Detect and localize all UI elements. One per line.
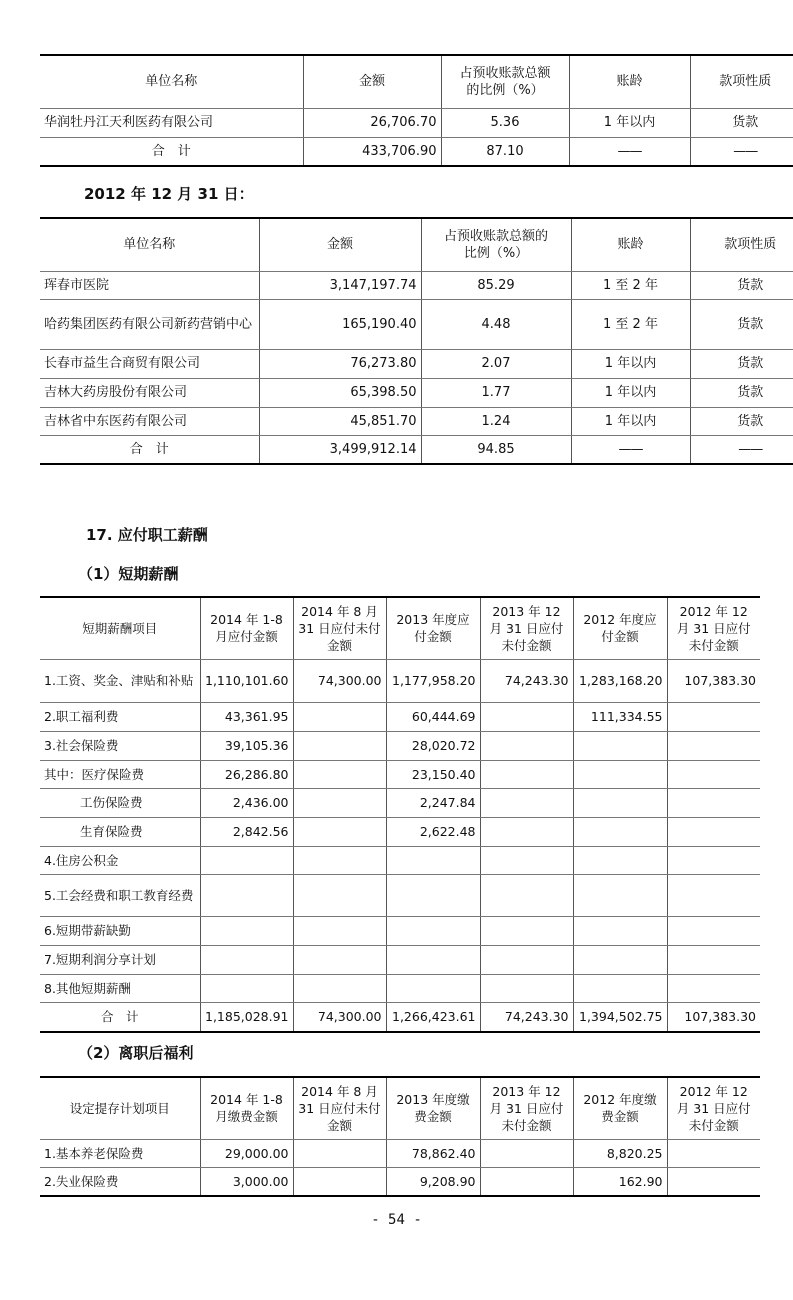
table-cell: —— [690,137,793,166]
table-cell [480,817,573,846]
table-cell: 1 年以内 [569,108,690,137]
col-header: 2014 年 1-8 月应付金额 [200,597,293,659]
col-header: 账龄 [571,218,690,271]
table-cell [573,916,667,945]
table-cell: 生育保险费 [40,817,200,846]
col-header: 款项性质 [690,55,793,108]
table-row [40,945,760,974]
total-label: 合 计 [40,137,303,166]
table-cell [573,731,667,760]
table-cell [480,945,573,974]
table-cell: 74,300.00 [293,1002,386,1032]
table-cell [386,846,480,874]
page-number: - 54 - [371,1212,422,1228]
table-cell [480,974,573,1002]
table-cell: 5.工会经费和职工教育经费 [40,874,200,916]
col-header: 2013 年 12 月 31 日应付未付金额 [480,597,573,659]
col-header: 单位名称 [40,55,303,108]
table-row [40,271,793,299]
table-cell: 1,185,028.91 [200,1002,293,1032]
table-cell: 1.77 [421,378,571,407]
table-cell: 哈药集团医药有限公司新药营销中心 [40,299,259,349]
table-cell: 26,706.70 [303,108,441,137]
table-cell [293,1139,386,1167]
table-cell [293,731,386,760]
table-row [40,760,760,788]
table-cell [667,1139,760,1167]
table-cell: 111,334.55 [573,702,667,731]
table-cell: 2.职工福利费 [40,702,200,731]
col-header: 2014 年 8 月 31 日应付未付金额 [293,597,386,659]
table-cell: 74,300.00 [293,659,386,702]
table-cell: 3,147,197.74 [259,271,421,299]
col-header: 单位名称 [40,218,259,271]
table-cell: 85.29 [421,271,571,299]
col-header: 占预收账款总额的 比例（%） [421,218,571,271]
table-cell: 23,150.40 [386,760,480,788]
table-cell [667,874,760,916]
table-row [40,659,760,702]
table-cell [293,817,386,846]
col-header: 2013 年 12 月 31 日应付未付金额 [480,1077,573,1139]
total-row [40,1002,760,1032]
table-cell [667,731,760,760]
subsection-title: （2）离职后福利 [78,1044,194,1062]
table-cell [386,945,480,974]
table-cell [480,788,573,817]
receivables-table-2012 [40,217,793,465]
table-cell [480,1139,573,1167]
table-cell: 1.24 [421,407,571,435]
col-header: 款项性质 [690,218,793,271]
table-cell [573,760,667,788]
table-cell [667,846,760,874]
table-cell [293,874,386,916]
table-cell [480,1167,573,1196]
table-cell [200,945,293,974]
table-cell: 4.48 [421,299,571,349]
table-cell: 货款 [690,349,793,378]
table-cell: 8,820.25 [573,1139,667,1167]
table-cell: 2.07 [421,349,571,378]
total-label: 合 计 [40,1002,200,1032]
table-cell: 货款 [690,299,793,349]
col-header: 金额 [259,218,421,271]
table-cell [573,974,667,1002]
table-cell: 2,436.00 [200,788,293,817]
post-employment-benefits-table [40,1076,760,1197]
table-cell [480,846,573,874]
table-cell: —— [571,435,690,464]
table-cell: 162.90 [573,1167,667,1196]
col-header: 金额 [303,55,441,108]
table-cell [200,916,293,945]
table-cell: 1 年以内 [571,407,690,435]
table-row [40,108,793,137]
table-cell: 65,398.50 [259,378,421,407]
table-cell: 3.社会保险费 [40,731,200,760]
table-cell: 107,383.30 [667,1002,760,1032]
table-cell [480,874,573,916]
table-cell [573,788,667,817]
table-cell [200,874,293,916]
table-cell [667,916,760,945]
table-cell: 1.基本养老保险费 [40,1139,200,1167]
col-header: 占预收账款总额 的比例（%） [441,55,569,108]
table-cell: 货款 [690,378,793,407]
table-row [40,731,760,760]
table-row [40,1139,760,1167]
table-cell [200,974,293,1002]
total-row [40,435,793,464]
table-cell: —— [690,435,793,464]
table-cell [293,760,386,788]
table-row [40,299,793,349]
table-cell: 5.36 [441,108,569,137]
table-cell [667,817,760,846]
table-cell: 1 年以内 [571,378,690,407]
table-cell [667,974,760,1002]
table-cell: 94.85 [421,435,571,464]
table-cell: 433,706.90 [303,137,441,166]
table-row [40,407,793,435]
table-cell: 8.其他短期薪酬 [40,974,200,1002]
col-header: 设定提存计划项目 [40,1077,200,1139]
table-cell: 1.工资、奖金、津贴和补贴 [40,659,200,702]
table-cell: 4.住房公积金 [40,846,200,874]
col-header: 2012 年度缴费金额 [573,1077,667,1139]
table-cell: 107,383.30 [667,659,760,702]
col-header: 2012 年度应付金额 [573,597,667,659]
table-cell [293,846,386,874]
table-cell: 1,283,168.20 [573,659,667,702]
table-cell: 工伤保险费 [40,788,200,817]
table-row [40,916,760,945]
table-row [40,1167,760,1196]
table-cell: 9,208.90 [386,1167,480,1196]
table-cell: 长春市益生合商贸有限公司 [40,349,259,378]
table-cell: 43,361.95 [200,702,293,731]
table-cell: 26,286.80 [200,760,293,788]
short-term-salary-table [40,596,760,1033]
table-cell [573,874,667,916]
table-cell: 45,851.70 [259,407,421,435]
table-cell [667,760,760,788]
table-cell: 76,273.80 [259,349,421,378]
table-cell: 165,190.40 [259,299,421,349]
receivables-table-2013 [40,54,793,167]
table-cell: 2.失业保险费 [40,1167,200,1196]
table-cell: 1,177,958.20 [386,659,480,702]
table-cell [293,945,386,974]
table-cell [480,702,573,731]
table-cell: 华润牡丹江天利医药有限公司 [40,108,303,137]
table-cell: 1,266,423.61 [386,1002,480,1032]
col-header: 2012 年 12 月 31 日应付未付金额 [667,1077,760,1139]
total-label: 合 计 [40,435,259,464]
col-header: 2012 年 12 月 31 日应付未付金额 [667,597,760,659]
section-title: 17. 应付职工薪酬 [86,526,208,544]
col-header: 2014 年 1-8 月缴费金额 [200,1077,293,1139]
table-row [40,788,760,817]
table-row [40,378,793,407]
table-row [40,974,760,1002]
table-cell: 1,110,101.60 [200,659,293,702]
table-cell [480,760,573,788]
table-cell [293,916,386,945]
table-row [40,817,760,846]
table-cell: 2,622.48 [386,817,480,846]
table-cell: —— [569,137,690,166]
table-cell: 28,020.72 [386,731,480,760]
table-row [40,702,760,731]
table-cell [573,945,667,974]
col-header: 短期薪酬项目 [40,597,200,659]
table-cell: 珲春市医院 [40,271,259,299]
table-row [40,349,793,378]
table-cell [667,788,760,817]
table-cell: 吉林省中东医药有限公司 [40,407,259,435]
table-cell [200,846,293,874]
date-heading: 2012 年 12 月 31 日： [84,185,254,203]
table-row [40,846,760,874]
total-row [40,137,793,166]
table-cell [386,874,480,916]
table-cell: 2,842.56 [200,817,293,846]
table-cell: 货款 [690,271,793,299]
table-cell [386,916,480,945]
table-cell [480,916,573,945]
table-cell: 2,247.84 [386,788,480,817]
table-cell: 87.10 [441,137,569,166]
col-header: 2013 年度应付金额 [386,597,480,659]
col-header: 2014 年 8 月 31 日应付未付金额 [293,1077,386,1139]
table-cell [293,974,386,1002]
table-cell: 货款 [690,407,793,435]
table-cell: 1,394,502.75 [573,1002,667,1032]
table-cell [293,788,386,817]
table-cell [573,846,667,874]
table-cell: 29,000.00 [200,1139,293,1167]
table-cell: 吉林大药房股份有限公司 [40,378,259,407]
table-cell: 78,862.40 [386,1139,480,1167]
table-cell: 60,444.69 [386,702,480,731]
table-cell: 其中：医疗保险费 [40,760,200,788]
table-cell: 7.短期利润分享计划 [40,945,200,974]
table-row [40,874,760,916]
table-cell [480,731,573,760]
table-cell [667,945,760,974]
table-cell: 39,105.36 [200,731,293,760]
table-cell: 1 年以内 [571,349,690,378]
table-cell [293,1167,386,1196]
table-cell: 3,000.00 [200,1167,293,1196]
table-cell: 74,243.30 [480,1002,573,1032]
table-cell: 3,499,912.14 [259,435,421,464]
table-cell [667,702,760,731]
table-cell [293,702,386,731]
table-cell: 1 至 2 年 [571,271,690,299]
table-cell: 6.短期带薪缺勤 [40,916,200,945]
table-cell: 74,243.30 [480,659,573,702]
col-header: 2013 年度缴费金额 [386,1077,480,1139]
table-cell [667,1167,760,1196]
subsection-title: （1）短期薪酬 [78,565,179,583]
table-cell: 货款 [690,108,793,137]
table-cell [386,974,480,1002]
col-header: 账龄 [569,55,690,108]
table-cell [573,817,667,846]
table-cell: 1 至 2 年 [571,299,690,349]
